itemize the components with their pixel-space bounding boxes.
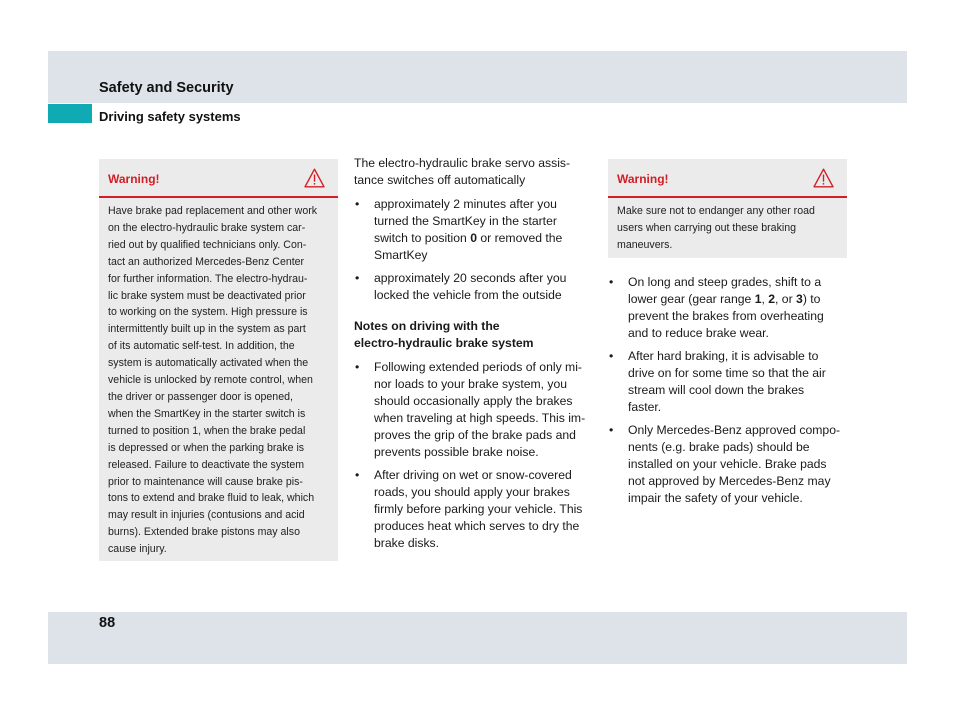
text-line: Have brake pad replacement and other work [108, 205, 318, 217]
list-item: • After hard braking, it is advisable to drive on for some time so that the air stream will cool down the brakes faster. [609, 349, 826, 414]
subsection-title: Driving safety systems [99, 109, 241, 124]
braking-tips-list [608, 274, 853, 507]
text-line: users when carrying out these braking [617, 221, 797, 234]
bullet-icon: • [355, 197, 360, 211]
list-item: • Following extended periods of only mi- nor loads to your brake system, you should occasionally apply the brakes when traveling at high speeds. This im- proves the grip of the brake pads and prevents possible brake noise. [355, 360, 586, 459]
auto-off-list [354, 196, 599, 304]
text-line: of its automatic self-test. In addition, the [108, 340, 295, 353]
warning-header [99, 159, 338, 198]
text-line: tact an authorized Mercedes-Benz Center [108, 255, 305, 268]
column-braking-tips [608, 274, 853, 513]
text-line: is depressed or when the parking brake is [108, 441, 305, 454]
notes-list [354, 359, 599, 552]
list-item: • approximately 2 minutes after you turned the SmartKey in the starter switch to position 0 or removed the SmartKey [355, 197, 563, 262]
text-line: lic brake system must be deactivated prior [108, 289, 306, 302]
bullet-icon: • [355, 271, 360, 285]
bullet-icon: • [609, 275, 614, 289]
text-line: the driver or passenger door is opened, [108, 390, 293, 403]
warning-box-road-users [608, 159, 847, 258]
text-line: on the electro-hydraulic brake system car- [108, 221, 306, 234]
text-line: burns). Extended brake pistons may also [108, 526, 300, 539]
warning-triangle-icon [813, 168, 834, 188]
bullet-icon: • [355, 468, 360, 482]
list-item: • Only Mercedes-Benz approved compo- nents (e.g. brake pads) should be installed on your vehicle. Brake pads not approved by Mercedes-Benz may impair the safety of your vehicle. [609, 423, 841, 505]
section-marker [48, 104, 92, 123]
list-item: • approximately 20 seconds after you locked the vehicle from the outside [355, 271, 567, 302]
text-line: for further information. The electro-hydrau- [108, 272, 308, 285]
warning-header [608, 159, 847, 198]
notes-heading: Notes on driving with the electro-hydraulic brake system [354, 319, 534, 350]
text-line: maneuvers. [617, 238, 673, 251]
text-line: may result in injuries (contusions and acid [108, 509, 305, 522]
footer-band [48, 612, 907, 664]
gear-range-value: 2 [768, 292, 776, 306]
text-line: ried out by qualified technicians only. Con- [108, 238, 307, 251]
key-position: 0 [470, 231, 477, 245]
warning-text [608, 198, 847, 260]
list-item: • On long and steep grades, shift to a lower gear (gear range 1, 2, or 3) to prevent the brakes from overheating and to reduce brake wear. [609, 275, 824, 340]
text-line: turned to position 1, when the brake pedal [108, 424, 306, 437]
text-line: released. Failure to deactivate the system [108, 458, 305, 471]
text-line: system is automatically activated when the [108, 357, 309, 370]
intro-paragraph: The electro-hydraulic brake servo assis- tance switches off automatically [354, 156, 571, 187]
warning-title: Warning! [617, 172, 669, 186]
warning-text [99, 198, 338, 564]
text-line: vehicle is unlocked by remote control, when [108, 374, 313, 387]
text-line: when the SmartKey in the starter switch is [108, 407, 306, 420]
text-line: intermittently built up in the system as part [108, 323, 306, 336]
gear-range-value: 3 [796, 292, 803, 306]
list-item: • After driving on wet or snow-covered roads, you should apply your brakes firmly before parking your vehicle. This produces heat which serves to dry the brake disks. [355, 468, 583, 550]
text-line: tons to extend and brake fluid to leak, which [108, 492, 315, 505]
warning-box-maintenance [99, 159, 338, 561]
section-title: Safety and Security [99, 80, 234, 96]
warning-title: Warning! [108, 172, 160, 186]
gear-range-value: 1 [754, 292, 762, 306]
text-line: to working on the system. High pressure is [108, 306, 308, 319]
page-number: 88 [99, 615, 116, 631]
column-brake-servo [354, 155, 599, 558]
text-line: cause injury. [108, 543, 167, 556]
bullet-icon: • [609, 423, 614, 437]
bullet-icon: • [609, 349, 614, 363]
warning-triangle-icon [304, 168, 325, 188]
bullet-icon: • [355, 360, 360, 374]
text-line: prior to maintenance will cause brake pis- [108, 475, 303, 488]
text-line: Make sure not to endanger any other road [617, 205, 815, 217]
